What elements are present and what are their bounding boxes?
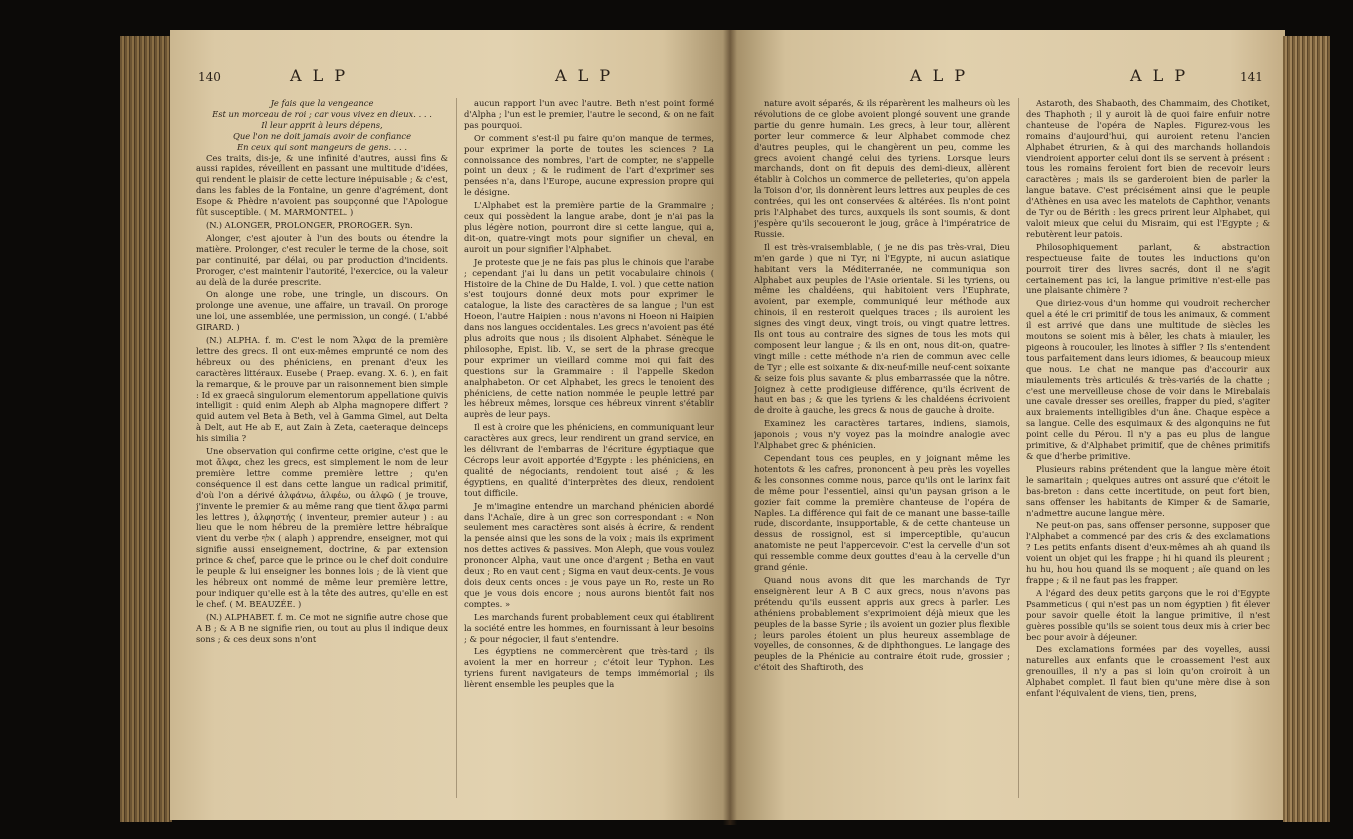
running-head-right-col2: A L P bbox=[1130, 66, 1189, 85]
verse-line: En ceux qui sont mangeurs de gens. . . . bbox=[236, 141, 408, 152]
paragraph: (N.) ALPHABET. f. m. Ce mot ne signifie autre chose que A B ; & A B ne signifie rien, ou tout au plus il indique deux sons ; & ces deux sons n'ont bbox=[196, 611, 448, 644]
left-page bbox=[170, 30, 730, 820]
verse-line: Que l'on ne doit jamais avoir de confiance bbox=[232, 130, 412, 141]
page-number-left: 140 bbox=[198, 70, 221, 84]
paragraph: Les égyptiens ne commercèrent que très-tard ; ils avoient la mer en horreur ; c'étoit leur Typhon. Les tyriens furent navigateurs de temps immémorial ; ils lièrent ensemble les peuples que la bbox=[464, 646, 714, 690]
paragraph: (N.) ALONGER, PROLONGER, PROROGER. Syn. bbox=[206, 219, 413, 230]
verse-line: Est un morceau de roi ; car vous vivez en dieux. . . . bbox=[212, 108, 432, 119]
paragraph: Quand nous avons dit que les marchands de Tyr enseignèrent leur A B C aux grecs, nous n'avons pas prétendu qu'ils eussent appris aux grecs à parler. Les athéniens probablement s'exprimoient déjà mieux que les peuples de la basse Syrie ; ils avoient un gozier plus flexible ; leurs paroles étoient un plus heureux assemblage de voyelles, de consonnes, & de diphthongues. Le langage des peuples de la Phénicie au contraire étoit rude, grossier ; c'étoit des Shaftiroth, des bbox=[754, 574, 1010, 673]
paragraph: Une observation qui confirme cette origine, c'est que le mot ἄλφα, chez les grecs, est simplement le nom de leur première lettre comme première lettre ; qu'en conséquence il est dans cette langue un radical primitif, d'où l'on a dérivé ἀλφάνω, ἀλφέω, ou ἀλφῶ ( je trouve, j'invente le premier & au même rang que tient ἄλφα parmi les lettres ), ἀλφηστής ( inventeur, premier auteur ) : au lieu que le nom hébreu de la première lettre hébraïque vient du verbe אלף ( alaph ) apprendre, enseigner, mot qui signifie aussi enseignement, doctrine, & par extension prince & chef, parce que le prince ou le chef doit conduire le peuple & lui enseigner les bonnes lois ; de là vient que les hébreux ont nommé de même leur première lettre, pour indiquer qu'elle est à la tête des autres, qu'elle en est le chef. ( M. BEAUZÉE. ) bbox=[196, 446, 448, 609]
paragraph: Il est à croire que les phéniciens, en communiquant leur caractères aux grecs, leur rendirent un grand service, en les délivrant de l'embarras de l'écriture égyptiaque que Cécrops leur avoit apportée d'Egypte : les phéniciens, en qualité de négociants, rendoient tout aisé ; & les égyptiens, en qualité d'interprètes des dieux, rendoient tout difficile. bbox=[464, 422, 714, 498]
paragraph: (N.) ALPHA. f. m. C'est le nom Ἄλφα de la première lettre des grecs. Il ont eux-mêmes emprunté ce nom des hébreux ou des phéniciens, en prenant d'eux les caractères littéraux. Eusebe ( Praep. evang. X. 6. ), en fait la remarque, & le prouve par un raisonnement bien simple : Id ex graecâ singulorum elementorum appellatione quivis intelligit : quid enim Aleph ab Alpha magnopere differt ? quid autem vel Beta à Beth, vel à Gamma Gimel, aut Delta à Delt, aut He ab E, aut Zain à Zeta, caeteraque deinceps his similia ? bbox=[196, 335, 448, 444]
paragraph: Examinez les caractères tartares, indiens, siamois, japonois ; vous n'y voyez pas la moindre analogie avec l'Alphabet grec & phénicien. bbox=[754, 418, 1010, 451]
left-page-column-2 bbox=[464, 98, 714, 803]
right-page bbox=[730, 30, 1285, 820]
verse-line: Il leur apprit à leurs dépens, bbox=[261, 119, 383, 130]
paragraph: L'Alphabet est la première partie de la Grammaire ; ceux qui possèdent la langue arabe, dont je n'ai pas la plus légère notion, pourront dire si cette langue, qui a, dit-on, quatre-vingt mots pour signifier un cheval, en auroit un pour signifier l'Alphabet. bbox=[464, 200, 714, 254]
paragraph: Plusieurs rabins prétendent que la langue mère étoit le samaritain ; quelques autres ont assuré que c'étoit le bas-breton : dans cette incertitude, on peut fort bien, sans offenser les habitants de Kimper & de Samarie, n'admettre aucune langue mère. bbox=[1026, 463, 1270, 518]
paragraph: Or comment s'est-il pu faire qu'on manque de termes, pour exprimer la porte de toutes les sciences ? La connoissance des nombres, l'art de compter, ne s'appelle point un deux ; & le rudiment de l'art d'exprimer ses pensées n'a, dans l'Europe, aucune expression propre qui le désigne. bbox=[464, 132, 714, 198]
column-divider bbox=[1018, 98, 1019, 798]
paragraph: Ne peut-on pas, sans offenser personne, supposer que l'Alphabet a commencé par des cris & des exclamations ? Les petits enfants disent d'eux-mêmes ah ah quand ils voient un objet qui les frappe ; hi hi quand ils pleurent ; hu hu, hou hou quand ils se moquent ; aïe quand on les frappe ; & il ne faut pas les frapper. bbox=[1026, 520, 1270, 585]
open-book bbox=[120, 30, 1330, 830]
paragraph: Astaroth, des Shabaoth, des Chammaim, des Chotiket, des Thaphoth ; il y auroit là de quoi faire enfuir notre chanteuse de l'opéra de Naples. Figurez-vous les romains d'aujourd'hui, qui auroient retenu l'ancien Alphabet étrurien, & à qui des marchands hollandois viendroient apporter celui dont ils se servent à présent : tous les romains feroient fort bien de recevoir leurs caractères ; mais ils se garderoient bien de parler la langue batave. C'est précisément ainsi que le peuple d'Athènes en usa avec les matelots de Caphthor, venants de Tyr ou de Bérith : les grecs prirent leur Alphabet, qui valoit mieux que celui du Misraim, qui est l'Egypte ; & rebutèrent leur patois. bbox=[1026, 98, 1270, 239]
column-divider bbox=[456, 98, 457, 798]
running-head-left-col1: A L P bbox=[290, 66, 349, 85]
book-gutter bbox=[723, 30, 737, 825]
paragraph: Les marchands furent probablement ceux qui établirent la société entre les hommes, en fournissant à leur besoins ; & pour négocier, il faut s'entendre. bbox=[464, 611, 714, 644]
running-head-left-col2: A L P bbox=[555, 66, 614, 85]
running-head-right-col1: A L P bbox=[910, 66, 969, 85]
paragraph: Philosophiquement parlant, & abstraction respectueuse faite de toutes les inductions qu'on pourroit tirer des livres sacrés, dont il ne s'agit certainement pas ici, la langue primitive n'est-elle pas une plaisante chimère ? bbox=[1026, 241, 1270, 296]
paragraph: Il est très-vraisemblable, ( je ne dis pas très-vrai, Dieu m'en garde ) que ni Tyr, ni l'Egypte, ni aucun asiatique habitant vers la Méditerranée, ne communiqua son Alphabet aux peuples de l'Asie orientale. Si les tyriens, ou même les chaldéens, qui habitoient vers l'Euphrate, avoient, par exemple, communiqué leur méthode aux chinois, il en resteroit quelques traces ; ils auroient les signes des vingt deux, vingt trois, ou vingt quatre lettres. Ils ont tous au contraire des signes de tous les mots qui composent leur langue ; & ils en ont, nous dit-on, quatre-vingt mille : cette méthode n'a rien de commun avec celle de Tyr ; elle est soixante & dix-neuf-mille neuf-cent soixante & seize fois plus savante & plus embarrassée que la nôtre. Joignez à cette prodigieuse différence, qu'ils écrivent de haut en bas ; & que les tyriens & les chaldéens écrivoient de droite à gauche, les grecs & nous de gauche à droite. bbox=[754, 241, 1010, 416]
verse-line: Je fais que la vengeance bbox=[270, 98, 374, 108]
right-page-column-1 bbox=[754, 98, 1010, 803]
paragraph: On alonge une robe, une tringle, un discours. On prolonge une avenue, une affaire, un travail. On proroge une loi, une assemblée, une permission, un congé. ( L'abbé GIRARD. ) bbox=[196, 289, 448, 333]
paragraph: aucun rapport l'un avec l'autre. Beth n'est point formé d'Alpha ; l'un est le premier, l'autre le second, & on ne fait pas pourquoi. bbox=[464, 98, 714, 130]
paragraph: A l'égard des deux petits garçons que le roi d'Egypte Psammeticus ( qui n'est pas un nom égyptien ) fit élever pour savoir quelle étoit la langue primitive, il n'est guères possible qu'ils se soient tous deux mis à crier bec bec pour avoir à déjeuner. bbox=[1026, 587, 1270, 642]
left-page-column-1 bbox=[196, 98, 448, 803]
left-page-edges bbox=[120, 36, 172, 822]
paragraph: Des exclamations formées par des voyelles, aussi naturelles aux enfants que le croassement l'est aux grenouilles, il n'y a pas si loin qu'on croiroit à un Alphabet complet. Il faut bien qu'une mère dise à son enfant l'équivalent de viens, tien, prens, bbox=[1026, 644, 1270, 699]
paragraph: nature avoit séparés, & ils réparèrent les malheurs où les révolutions de ce globe avoient plongé souvent une grande partie du genre humain. Les grecs, à leur tour, allèrent porter leur commerce & leur Alphabet commode chez d'autres peuples, qui le changèrent un peu, comme les grecs avoient changé celui des tyriens. Lorsque leurs marchands, dont on fit depuis des demi-dieux, allèrent établir à Colchos un commerce de pelleteries, qu'on appela la Toison d'or, ils donnèrent leurs lettres aux peuples de ces contrées, qui les ont conservées & altérées. Ils n'ont point pris l'Alphabet des turcs, auxquels ils sont soumis, & dont j'espère qu'ils secoueront le joug, grâce à l'impératrice de Russie. bbox=[754, 98, 1010, 239]
paragraph: Je proteste que je ne fais pas plus le chinois que l'arabe ; cependant j'ai lu dans un petit vocabulaire chinois ( Histoire de la Chine de Du Halde, I. vol. ) que cette nation s'est toujours donné deux mots pour exprimer le catalogue, la liste des caractères de sa langue ; l'un est Hoeon, l'autre Haipien : nous n'avons ni Hoeon ni Haipien dans nos langues occidentales. Les grecs n'avoient pas été plus adroits que nous ; ils disoient Alphabet. Sénèque le philosophe, Epist. lib. V., se sert de la phrase grecque pour exprimer un vieillard comme moi qui fait des questions sur la Grammaire : il l'appelle Skedon analphabeton. Or cet Alphabet, les grecs le tenoient des phéniciens, de cette nation nommée le peuple lettré par les hébreux mêmes, lorsque ces hébreux vinrent s'établir auprès de leur pays. bbox=[464, 256, 714, 420]
right-page-column-2 bbox=[1026, 98, 1270, 803]
paragraph: Ces traits, dis-je, & une infinité d'autres, aussi fins & aussi rapides, réveillent en passant une multitude d'idées, qui rendent le plaisir de cette lecture inépuisable ; & c'est, dans les fables de la Fontaine, un genre d'agrément, dont Esope & Phèdre n'avoient pas soupçonné que l'Apologue fût susceptible. ( M. MARMONTEL. ) bbox=[196, 152, 448, 218]
right-page-edges bbox=[1283, 36, 1330, 822]
paragraph: Je m'imagine entendre un marchand phénicien abordé dans l'Achaïe, dire à un grec son correspondant : « Non seulement mes caractères sont aisés à écrire, & rendent la pensée ainsi que les sons de la voix ; mais ils expriment nos dettes actives & passives. Mon Aleph, que vous voulez prononcer Alpha, vaut une once d'argent ; Betha en vaut deux ; Ro en vaut cent ; Sigma en vaut deux-cents. Je vous dois deux cents onces : je vous paye un Ro, reste un Ro que je vous dois encore ; nous aurons bientôt fait nos comptes. » bbox=[464, 500, 714, 609]
paragraph: Alonger, c'est ajouter à l'un des bouts ou étendre la matière. Prolonger, c'est reculer le terme de la chose, soit par continuité, par délai, ou par production d'incidents. Proroger, c'est maintenir l'autorité, l'exercice, ou la valeur au delà de la durée prescrite. bbox=[196, 232, 448, 287]
paragraph: Que diriez-vous d'un homme qui voudroit rechercher quel a été le cri primitif de tous les animaux, & comment il est arrivé que dans une multitude de siècles les moutons se soient mis à bêler, les chats à miauler, les pigeons à roucouler, les linotes à siffler ? Ils s'entendent tous parfaitement dans leurs idiomes, & beaucoup mieux que nous. Le chat ne manque pas d'accourir aux miaulements très articulés & très-variés de la chatte ; c'est une merveilleuse chose de voir dans le Mirebalais une cavale dresser ses oreilles, frapper du pied, s'agiter aux braiements intelligibles d'un âne. Chaque espèce a sa langue. Celle des esquimaux & des algonquins ne fut point celle du Pérou. Il n'y a pas eu plus de langue primitive, & d'Alphabet primitif, que de chênes primitifs & que d'herbe primitive. bbox=[1026, 298, 1270, 461]
page-number-right: 141 bbox=[1240, 70, 1263, 84]
paragraph: Cependant tous ces peuples, en y joignant même les hotentots & les cafres, prononcent à peu près les voyelles & les consonnes comme nous, parce qu'ils ont le larinx fait de même pour l'essentiel, ainsi qu'un paysan grison a le gozier fait comme la première chanteuse de l'opéra de Naples. La différence qui fait de ce manant une basse-taille rude, discordante, insupportable, & de cette chanteuse un dessus de rossignol, est si imperceptible, qu'aucun anatomiste ne peut l'appercevoir. C'est la cervelle d'un sot qui ressemble comme deux gouttes d'eau à la cervelle d'un grand génie. bbox=[754, 453, 1010, 573]
